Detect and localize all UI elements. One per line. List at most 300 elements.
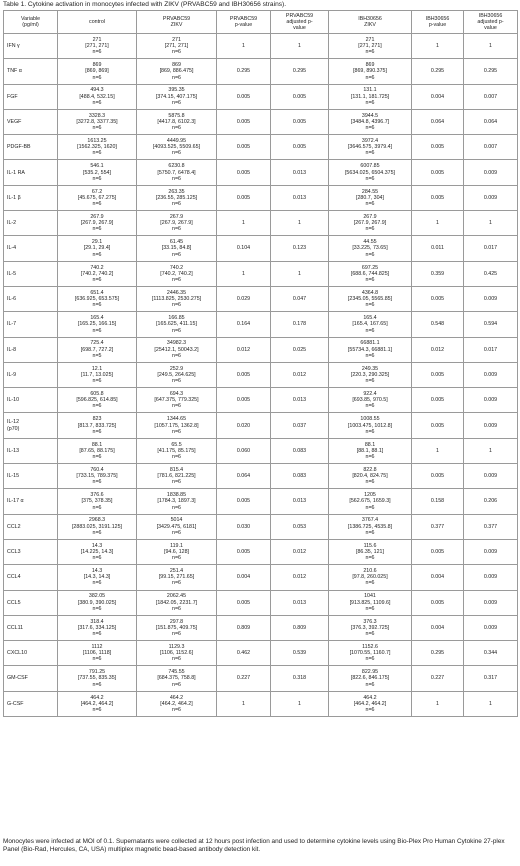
variable-cell-line: IL-2 — [7, 220, 17, 227]
prvabc59-value-cell-line: [740.2, 740.2] — [160, 270, 193, 277]
table-row — [4, 59, 518, 84]
ibh30656-value-cell-line: n=6 — [365, 428, 375, 435]
ibh30656-value-cell-line: [3484.8, 4396.7] — [350, 118, 390, 125]
ibh30656-value-cell — [329, 691, 412, 716]
ibh30656-value-cell — [329, 84, 412, 109]
prvabc59-value-cell-line: [4093.525, 5509.65] — [152, 144, 201, 151]
ibh30656-adjusted-p-cell: 0.009 — [464, 539, 518, 564]
prvabc59-adjusted-p-cell: 0.013 — [271, 590, 329, 615]
prvabc59-p-value-cell: 0.227 — [217, 666, 271, 691]
header-line: value — [484, 25, 497, 32]
prvabc59-value-cell-line: 166.85 — [168, 315, 185, 322]
variable-cell-line: IL-8 — [7, 346, 17, 353]
prvabc59-p-value-cell: 0.005 — [217, 84, 271, 109]
variable-cell — [4, 464, 58, 489]
prvabc59-value-cell-line: 4449.95 — [166, 138, 187, 145]
control-cell-line: [271, 271] — [85, 43, 109, 50]
ibh30656-value-cell — [329, 641, 412, 666]
prvabc59-value-cell-line: n=6 — [172, 605, 181, 612]
prvabc59-value-cell-line: [5750.7, 6478.4] — [157, 169, 196, 176]
control-cell-line: 823 — [92, 416, 102, 423]
ibh30656-adjusted-p-cell: 0.009 — [464, 590, 518, 615]
ibh30656-adjusted-p-cell: 0.425 — [464, 261, 518, 286]
control-cell-line: [267.9, 267.9] — [80, 220, 114, 227]
prvabc59-value-cell-line: n=6 — [172, 706, 181, 713]
ibh30656-value-cell-line: [869, 890.375] — [353, 68, 387, 75]
table-header-row — [4, 11, 518, 34]
control-cell — [58, 185, 137, 210]
prvabc59-p-value-cell: 0.164 — [217, 312, 271, 337]
control-cell-line: n=6 — [92, 631, 102, 638]
variable-cell-line: VEGF — [7, 118, 22, 125]
ibh30656-value-cell — [329, 160, 412, 185]
ibh30656-value-cell-line: n=6 — [365, 276, 375, 283]
prvabc59-adjusted-p-cell: 1 — [271, 211, 329, 236]
prvabc59-value-cell-line: n=6 — [172, 631, 181, 638]
ibh30656-value-cell-line: n=6 — [365, 479, 375, 486]
control-cell-line: n=6 — [92, 403, 102, 410]
prvabc59-value-cell-line: n=6 — [172, 175, 181, 182]
header-prvabc59-adjusted-p-value — [271, 11, 329, 34]
prvabc59-value-cell — [137, 84, 217, 109]
ibh30656-value-cell-line: 376.3 — [363, 618, 377, 625]
prvabc59-value-cell-line: [1784.3, 1897.3] — [157, 498, 196, 505]
ibh30656-value-cell-line: 822.8 — [363, 466, 377, 473]
ibh30656-value-cell — [329, 34, 412, 59]
variable-cell-line: IL-10 — [7, 397, 20, 404]
control-cell — [58, 438, 137, 463]
control-cell-line: n=6 — [92, 479, 102, 486]
prvabc59-value-cell-line: n=6 — [172, 201, 181, 208]
prvabc59-value-cell-line: [271, 271] — [164, 43, 189, 50]
header-ibh30656-p-value — [412, 11, 464, 34]
ibh30656-value-cell-line: 697.25 — [361, 264, 379, 271]
ibh30656-value-cell-line: [131.1, 181.725] — [350, 93, 390, 100]
control-cell-line: n=6 — [92, 201, 102, 208]
control-cell-line: [733.15, 789.375] — [76, 473, 118, 480]
header-line: PRVABC59 — [162, 15, 191, 22]
table-caption: Table 1. Cytokine activation in monocytes infected with ZIKV (PRVABC59 and IBH30656 strains). — [3, 1, 287, 8]
ibh30656-value-cell-line: 66881.1 — [360, 340, 380, 347]
control-cell-line: [869, 869] — [85, 68, 109, 75]
ibh30656-value-cell — [329, 539, 412, 564]
prvabc59-value-cell-line: n=6 — [172, 403, 181, 410]
prvabc59-value-cell — [137, 464, 217, 489]
control-cell-line: 651.4 — [90, 289, 104, 296]
ibh30656-adjusted-p-cell: 1 — [464, 691, 518, 716]
control-cell-line: 1613.25 — [87, 138, 107, 145]
header-line: Variable — [20, 15, 41, 22]
prvabc59-value-cell-line: [1106, 1152.6] — [159, 650, 194, 657]
prvabc59-value-cell-line: 5014 — [170, 517, 183, 524]
variable-cell-line: IL-9 — [7, 371, 17, 378]
ibh30656-value-cell-line: [688.6, 744.825] — [350, 270, 390, 277]
variable-cell-line: CCL3 — [7, 548, 21, 555]
control-cell-line: [317.6, 334.125] — [77, 624, 117, 631]
variable-cell-line: G-CSF — [7, 700, 24, 707]
ibh30656-value-cell-line: [1003.475, 1012.8] — [347, 422, 393, 429]
control-cell-line: n=6 — [92, 49, 102, 56]
prvabc59-adjusted-p-cell: 0.005 — [271, 135, 329, 160]
table-row — [4, 211, 518, 236]
ibh30656-value-cell-line: n=6 — [365, 302, 375, 309]
ibh30656-p-value-cell: 1 — [412, 691, 464, 716]
table-row — [4, 261, 518, 286]
prvabc59-p-value-cell: 0.104 — [217, 236, 271, 261]
control-cell-line: 2968.3 — [88, 517, 106, 524]
ibh30656-value-cell-line: 464.2 — [363, 694, 377, 701]
ibh30656-adjusted-p-cell: 0.009 — [464, 388, 518, 413]
prvabc59-value-cell-line: n=6 — [172, 327, 181, 334]
control-cell-line: [45.675, 67.275] — [77, 194, 117, 201]
ibh30656-p-value-cell: 0.005 — [412, 286, 464, 311]
ibh30656-value-cell-line: n=6 — [365, 74, 375, 81]
ibh30656-value-cell-line: 249.35 — [361, 365, 379, 372]
ibh30656-value-cell — [329, 185, 412, 210]
control-cell-line: n=6 — [92, 302, 102, 309]
header-line: p-value — [234, 22, 253, 28]
ibh30656-value-cell-line: [267.9, 267.9] — [353, 220, 387, 227]
prvabc59-value-cell-line: n=6 — [172, 378, 181, 385]
ibh30656-value-cell — [329, 464, 412, 489]
ibh30656-value-cell-line: [97.8, 260.025] — [352, 574, 388, 581]
prvabc59-adjusted-p-cell: 0.005 — [271, 109, 329, 134]
prvabc59-value-cell-line: n=6 — [172, 302, 181, 309]
prvabc59-value-cell-line: 2446.35 — [166, 289, 187, 296]
table-row — [4, 615, 518, 640]
control-cell-line: 740.2 — [90, 264, 104, 271]
prvabc59-value-cell-line: n=6 — [172, 656, 181, 663]
ibh30656-p-value-cell: 0.005 — [412, 388, 464, 413]
ibh30656-value-cell-line: n=6 — [365, 201, 375, 208]
header-line: (pg/ml) — [22, 22, 39, 28]
table-row — [4, 691, 518, 716]
prvabc59-adjusted-p-cell: 0.013 — [271, 185, 329, 210]
prvabc59-adjusted-p-cell: 0.083 — [271, 438, 329, 463]
prvabc59-p-value-cell: 0.030 — [217, 514, 271, 539]
prvabc59-value-cell-line: 5875.8 — [168, 112, 185, 119]
header-line: PRVABC59 — [285, 12, 314, 19]
ibh30656-value-cell — [329, 590, 412, 615]
control-cell-line: n=6 — [92, 276, 102, 283]
ibh30656-adjusted-p-cell: 0.317 — [464, 666, 518, 691]
control-cell — [58, 413, 137, 438]
variable-cell-line: IL-4 — [7, 245, 17, 252]
prvabc59-p-value-cell: 0.462 — [217, 641, 271, 666]
ibh30656-p-value-cell: 0.004 — [412, 84, 464, 109]
variable-cell-line: CCL5 — [7, 599, 21, 606]
control-cell-line: 725.4 — [90, 340, 104, 347]
variable-cell — [4, 539, 58, 564]
ibh30656-p-value-cell: 0.005 — [412, 362, 464, 387]
control-cell-line: [14.225, 14.3] — [80, 548, 114, 555]
header-variable — [4, 11, 58, 34]
prvabc59-adjusted-p-cell: 0.053 — [271, 514, 329, 539]
prvabc59-value-cell — [137, 666, 217, 691]
table-row — [4, 135, 518, 160]
table-row — [4, 539, 518, 564]
ibh30656-value-cell-line: [280.7, 304] — [356, 194, 384, 201]
header-prvabc59-p-value — [217, 11, 271, 34]
prvabc59-value-cell — [137, 337, 217, 362]
variable-cell-line: IL-13 — [7, 447, 20, 454]
control-cell-line: n=6 — [92, 529, 102, 536]
control-cell-line: n=6 — [92, 706, 102, 713]
prvabc59-value-cell-line: [33.15, 84.8] — [161, 245, 192, 252]
control-cell — [58, 34, 137, 59]
prvabc59-value-cell — [137, 34, 217, 59]
prvabc59-adjusted-p-cell: 0.013 — [271, 489, 329, 514]
variable-cell-line: IL-15 — [7, 473, 20, 480]
control-cell-line: [488.4, 532.15] — [79, 93, 115, 100]
variable-cell — [4, 438, 58, 463]
prvabc59-value-cell-line: 464.2 — [169, 694, 184, 701]
prvabc59-value-cell-line: 745.55 — [168, 669, 185, 676]
prvabc59-adjusted-p-cell: 0.295 — [271, 59, 329, 84]
ibh30656-value-cell — [329, 59, 412, 84]
prvabc59-p-value-cell: 0.029 — [217, 286, 271, 311]
ibh30656-adjusted-p-cell: 0.009 — [464, 185, 518, 210]
control-cell — [58, 160, 137, 185]
ibh30656-value-cell-line: [55734.3, 66881.1] — [347, 346, 393, 353]
prvabc59-value-cell-line: n=6 — [172, 150, 181, 157]
ibh30656-adjusted-p-cell: 0.009 — [464, 615, 518, 640]
ibh30656-p-value-cell: 1 — [412, 34, 464, 59]
control-cell-line: 165.4 — [90, 315, 104, 322]
control-cell — [58, 135, 137, 160]
ibh30656-adjusted-p-cell: 0.007 — [464, 135, 518, 160]
prvabc59-p-value-cell: 1 — [217, 34, 271, 59]
ibh30656-p-value-cell: 0.005 — [412, 539, 464, 564]
header-line: PRVABC59 — [229, 15, 258, 22]
prvabc59-value-cell — [137, 135, 217, 160]
header-line: p-value — [428, 22, 447, 28]
prvabc59-p-value-cell: 0.005 — [217, 160, 271, 185]
prvabc59-p-value-cell: 0.005 — [217, 489, 271, 514]
control-cell-line: [11.7, 13.025] — [80, 371, 113, 378]
prvabc59-value-cell — [137, 236, 217, 261]
prvabc59-adjusted-p-cell: 0.012 — [271, 565, 329, 590]
prvabc59-value-cell-line: 1344.65 — [166, 416, 187, 423]
control-cell — [58, 261, 137, 286]
ibh30656-p-value-cell: 0.377 — [412, 514, 464, 539]
prvabc59-value-cell — [137, 261, 217, 286]
control-cell-line: n=6 — [92, 454, 102, 460]
ibh30656-value-cell-line: 4364.8 — [361, 289, 379, 296]
prvabc59-value-cell-line: n=6 — [172, 49, 181, 56]
ibh30656-adjusted-p-cell: 0.009 — [464, 160, 518, 185]
prvabc59-value-cell-line: 61.45 — [169, 239, 184, 246]
prvabc59-value-cell-line: n=6 — [172, 125, 181, 132]
prvabc59-value-cell-line: 119.1 — [170, 542, 183, 549]
control-cell-line: [14.3, 14.3] — [83, 574, 111, 581]
ibh30656-value-cell-line: [913.825, 1109.6] — [349, 599, 391, 606]
variable-cell — [4, 185, 58, 210]
variable-cell-line: FGF — [7, 93, 18, 100]
control-cell-line: [636.925, 653.575] — [74, 296, 120, 303]
prvabc59-value-cell — [137, 565, 217, 590]
ibh30656-value-cell-line: 44.55 — [363, 239, 377, 246]
prvabc59-value-cell — [137, 362, 217, 387]
control-cell-line: 464.2 — [90, 694, 104, 701]
control-cell-line: n=6 — [92, 605, 102, 612]
control-cell-line: [3272.8, 3377.35] — [76, 118, 118, 125]
variable-cell-line: CXCL10 — [7, 650, 28, 657]
prvabc59-adjusted-p-cell: 1 — [271, 261, 329, 286]
prvabc59-value-cell-line: n=6 — [172, 681, 181, 688]
cytokine-table — [3, 10, 518, 717]
variable-cell — [4, 413, 58, 438]
variable-cell — [4, 211, 58, 236]
ibh30656-value-cell-line: 3767.4 — [361, 517, 379, 524]
control-cell-line: [1562.325, 1620] — [77, 144, 117, 151]
variable-cell — [4, 641, 58, 666]
ibh30656-adjusted-p-cell: 1 — [464, 438, 518, 463]
ibh30656-value-cell-line: n=6 — [365, 378, 375, 385]
control-cell-line: n=6 — [92, 656, 102, 663]
control-cell-line: n=6 — [92, 378, 102, 385]
ibh30656-value-cell-line: [86.35, 121] — [356, 548, 384, 555]
control-cell — [58, 565, 137, 590]
prvabc59-value-cell-line: [249.5, 264.625] — [157, 371, 196, 378]
prvabc59-value-cell — [137, 286, 217, 311]
prvabc59-value-cell-line: [99.15, 271.65] — [158, 574, 195, 581]
table-row — [4, 489, 518, 514]
control-cell-line: [535.2, 554] — [83, 169, 111, 176]
ibh30656-value-cell-line: 822.95 — [361, 669, 379, 676]
prvabc59-value-cell — [137, 691, 217, 716]
ibh30656-value-cell-line: 1041 — [364, 593, 376, 600]
prvabc59-adjusted-p-cell: 0.178 — [271, 312, 329, 337]
prvabc59-value-cell-line: n=6 — [172, 74, 181, 81]
control-cell-line: 376.6 — [90, 492, 104, 499]
ibh30656-value-cell-line: 115.6 — [363, 542, 377, 549]
variable-cell — [4, 286, 58, 311]
ibh30656-value-cell — [329, 109, 412, 134]
prvabc59-p-value-cell: 0.005 — [217, 539, 271, 564]
table-row — [4, 185, 518, 210]
ibh30656-value-cell-line: 131.1 — [363, 87, 377, 94]
ibh30656-adjusted-p-cell: 0.009 — [464, 565, 518, 590]
prvabc59-adjusted-p-cell: 0.013 — [271, 160, 329, 185]
ibh30656-value-cell-line: [562.675, 1659.3] — [349, 498, 391, 505]
control-cell-line: n=6 — [92, 74, 102, 81]
prvabc59-value-cell-line: [781.6, 821.225] — [157, 473, 196, 480]
ibh30656-value-cell-line: [3646.575, 3979.4] — [347, 144, 393, 151]
ibh30656-value-cell-line: [2345.05, 5565.85] — [347, 296, 393, 303]
prvabc59-value-cell — [137, 489, 217, 514]
control-cell-line: 271 — [92, 36, 102, 43]
ibh30656-p-value-cell: 0.012 — [412, 337, 464, 362]
control-cell — [58, 84, 137, 109]
header-ibh30656-adjusted-p-value — [464, 11, 518, 34]
ibh30656-value-cell — [329, 514, 412, 539]
prvabc59-value-cell-line: [1842.05, 2231.7] — [155, 599, 198, 606]
prvabc59-p-value-cell: 0.295 — [217, 59, 271, 84]
control-cell — [58, 211, 137, 236]
prvabc59-value-cell — [137, 185, 217, 210]
ibh30656-value-cell-line: 3972.4 — [361, 138, 379, 145]
prvabc59-adjusted-p-cell: 0.809 — [271, 615, 329, 640]
variable-cell-line: (p70) — [7, 425, 20, 432]
control-cell-line: n=6 — [92, 175, 102, 182]
control-cell-line: [596.825, 614.85] — [76, 397, 118, 404]
ibh30656-p-value-cell: 0.005 — [412, 185, 464, 210]
ibh30656-p-value-cell: 0.548 — [412, 312, 464, 337]
ibh30656-adjusted-p-cell: 0.594 — [464, 312, 518, 337]
prvabc59-value-cell-line: n=6 — [172, 352, 181, 359]
ibh30656-value-cell-line: n=6 — [365, 327, 375, 334]
ibh30656-adjusted-p-cell: 1 — [464, 211, 518, 236]
ibh30656-value-cell-line: n=6 — [365, 605, 375, 612]
control-cell-line: [165.25, 166.15] — [77, 321, 117, 328]
prvabc59-p-value-cell: 0.005 — [217, 135, 271, 160]
control-cell-line: n=5 — [92, 352, 102, 359]
prvabc59-value-cell-line: 395.35 — [168, 87, 185, 94]
prvabc59-p-value-cell: 0.064 — [217, 464, 271, 489]
control-cell-line: [87.65, 88.175] — [79, 447, 115, 454]
prvabc59-value-cell-line: n=6 — [172, 251, 181, 258]
ibh30656-value-cell-line: n=6 — [365, 631, 375, 638]
ibh30656-value-cell-line: [220.3, 290.325] — [350, 371, 390, 378]
prvabc59-value-cell-line: 263.35 — [168, 188, 185, 195]
control-cell-line: n=6 — [92, 555, 102, 562]
prvabc59-value-cell-line: [869, 886.475] — [159, 68, 194, 75]
ibh30656-value-cell-line: [33.225, 73.65] — [352, 245, 388, 252]
table-row — [4, 565, 518, 590]
table-body — [4, 34, 518, 717]
prvabc59-p-value-cell: 0.060 — [217, 438, 271, 463]
prvabc59-value-cell-line: 2062.45 — [166, 593, 187, 600]
control-cell-line: 29.1 — [91, 239, 103, 246]
ibh30656-adjusted-p-cell: 1 — [464, 34, 518, 59]
control-cell-line: [29.1, 29.4] — [83, 245, 111, 252]
control-cell — [58, 539, 137, 564]
ibh30656-value-cell — [329, 236, 412, 261]
control-cell-line: 605.8 — [90, 391, 104, 397]
header-line: adjusted p- — [286, 18, 313, 25]
ibh30656-adjusted-p-cell: 0.206 — [464, 489, 518, 514]
prvabc59-adjusted-p-cell: 0.012 — [271, 539, 329, 564]
ibh30656-adjusted-p-cell: 0.017 — [464, 236, 518, 261]
header-line: adjusted p- — [477, 18, 504, 25]
variable-cell — [4, 236, 58, 261]
variable-cell-line: IL-17 α — [7, 498, 24, 505]
variable-cell — [4, 615, 58, 640]
control-cell-line: n=6 — [92, 251, 102, 258]
prvabc59-value-cell-line: 1129.3 — [168, 643, 185, 650]
prvabc59-value-cell — [137, 615, 217, 640]
table-row — [4, 413, 518, 438]
prvabc59-value-cell — [137, 514, 217, 539]
table-footnote: Monocytes were infected at MOI of 0.1. Supernatants were collected at 12 hours post infection and used to determine cytokine levels using Bio-Plex Pro Human Cytokine 27-plex Panel (Bio-Rad, Hercules, CA, USA) multiplex magnetic bead-based antibody detection kit. — [3, 838, 505, 854]
table-row — [4, 160, 518, 185]
variable-cell-line: IFN γ — [7, 43, 20, 50]
ibh30656-value-cell-line: n=6 — [365, 555, 375, 562]
prvabc59-adjusted-p-cell: 0.037 — [271, 413, 329, 438]
control-cell-line: 14.3 — [91, 568, 103, 575]
control-cell — [58, 236, 137, 261]
ibh30656-p-value-cell: 0.359 — [412, 261, 464, 286]
control-cell-line: 760.4 — [90, 466, 104, 473]
prvabc59-value-cell-line: 251.4 — [169, 568, 184, 575]
ibh30656-adjusted-p-cell: 0.009 — [464, 286, 518, 311]
header-ibh30656-zikv — [329, 11, 412, 34]
ibh30656-p-value-cell: 0.004 — [412, 565, 464, 590]
prvabc59-value-cell-line: [25412.1, 50043.2] — [154, 346, 199, 353]
prvabc59-p-value-cell: 1 — [217, 211, 271, 236]
variable-cell — [4, 565, 58, 590]
